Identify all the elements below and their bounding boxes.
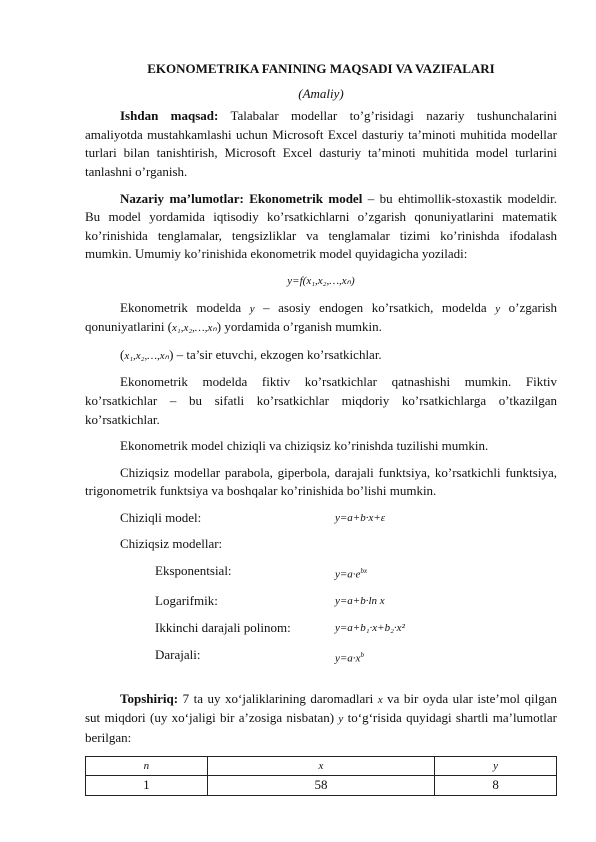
- table-header-row: [86, 756, 557, 776]
- linear-model-row: [120, 509, 557, 528]
- theory-text: – bu ehtimollik-stoxastik modeldir. Bu model yordamida iqtisodiy ko’rsatkichlarni o’zgarish qonuniyatlarini matematik ko’rinishida tenglamalar, tengsizliklar va tenglamalar tizimi ko’rinishda ifodalash mumkin. Umumiy ko’rinishida ekonometrik model quyidagicha yoziladi:: [85, 190, 557, 262]
- data-table: [85, 756, 557, 796]
- model-formula: $y=a\cdot x^b$: [335, 650, 364, 665]
- theory-label: Nazariy ma’lumotlar: Ekonometrik model: [120, 190, 363, 206]
- spacer: [85, 676, 557, 690]
- endogen-text-4: ) yordamida o’rganish mumkin.: [216, 319, 382, 335]
- cell-y: 8: [435, 776, 557, 796]
- task-text-3: to‘g‘risida quyidagi shartli ma’lumotlar berilgan:: [85, 710, 557, 745]
- task-paragraph: [85, 690, 557, 748]
- fiktiv-paragraph: Ekonometrik modelda fiktiv ko’rsatkichlar qatnashishi mumkin. Fiktiv ko’rsatkichlar – bu sifatli ko’rsatkichlar miqdoriy ko’rsatkichlarga o’tkazilgan ko’rsatkichlar.: [85, 374, 557, 427]
- model-formula: y=a+b₁·x+b₂·x²: [335, 621, 405, 634]
- model-row-power: [155, 646, 557, 668]
- general-formula: y=f(x₁,x₂,…,xₙ): [287, 274, 355, 287]
- header-x: x: [207, 756, 434, 776]
- nonlinear-models-label: Chiziqsiz modellar:: [120, 536, 223, 552]
- linear-model-formula: y=a+b·x+ε: [335, 511, 386, 524]
- header-n: n: [86, 756, 208, 776]
- task-x: x: [377, 693, 383, 706]
- goal-text: Talabalar modellar to’g’risidagi nazariy tushunchalarini amaliyotda mustahkamlashi uchun Microsoft Excel dasturiy ta’minoti muhitida modellar turlari bilan tanishtirish, Microsoft Excel dasturiy ta’minoti muhitida model turlarini tanlashni o’rganish.: [85, 108, 557, 179]
- model-label: Ikkinchi darajali polinom:: [155, 619, 291, 635]
- formula-exponent: b: [360, 650, 364, 659]
- endogen-text-1: Ekonometrik modelda: [120, 299, 250, 315]
- document-page: [85, 60, 557, 796]
- nonlinear-paragraph: Chiziqsiz modellar parabola, giperbola, darajali funktsiya, ko’rsatkichli funktsiya, trigonometrik funktsiya va boshqalar ko’rinishida bo’lishi mumkin.: [85, 464, 557, 499]
- endogen-x-vector: x₁,x₂,…,xₙ: [172, 322, 217, 335]
- formula-exponent: bx: [360, 567, 368, 576]
- exogen-x-vector: x₁,x₂,…,xₙ: [124, 349, 170, 362]
- endogen-text-3: o’zgarish qonuniyatlarini (: [85, 299, 557, 335]
- model-label: Eksponentsial:: [155, 563, 232, 579]
- linear-paragraph: Ekonometrik model chiziqli va chiziqsiz ko’rinishda tuzilishi mumkin.: [120, 438, 489, 454]
- table-row: [86, 776, 557, 796]
- task-text-2: va bir oyda ular iste’mol qilgan sut miqdori (uy xo‘jaligi bir a’zosiga nisbatan): [85, 690, 557, 726]
- task-label: Topshiriq:: [120, 690, 179, 706]
- goal-paragraph: [85, 107, 557, 181]
- model-formula: y=a+b·ln x: [335, 595, 385, 608]
- endogen-paragraph: [85, 299, 557, 338]
- model-label: Logarifmik:: [155, 593, 218, 609]
- goal-label: Ishdan maqsad:: [120, 108, 219, 124]
- document-subtitle: (Amaliy): [298, 85, 344, 101]
- model-row-logarithmic: [155, 592, 557, 611]
- endogen-y-1: y: [249, 302, 255, 315]
- nonlinear-models-row: [120, 535, 557, 554]
- linear-model-label: Chiziqli model:: [120, 509, 202, 525]
- cell-x: 58: [207, 776, 434, 796]
- document-title: EKONOMETRIKA FANINING MAQSADI VA VAZIFALARI: [147, 61, 495, 76]
- model-label: Darajali:: [155, 646, 201, 662]
- exogen-text: ) – ta’sir etuvchi, ekzogen ko’rsatkichlar.: [169, 346, 382, 362]
- theory-paragraph: [85, 190, 557, 264]
- endogen-y-2: y: [495, 302, 501, 315]
- task-y: y: [338, 713, 344, 726]
- cell-n: 1: [86, 776, 208, 796]
- model-formula: $y=a\cdot e^{bx}$: [335, 567, 368, 581]
- header-y: y: [435, 756, 557, 776]
- exogen-paragraph: (x₁,x₂,…,xₙ) – ta’sir etuvchi, ekzogen ko’rsatkichlar.: [120, 346, 382, 362]
- endogen-text-2: – asosiy endogen ko’rsatkich, modelda: [254, 299, 496, 315]
- model-row-polynomial: [155, 619, 557, 638]
- task-text-1: 7 ta uy xo‘jaliklarining daromadlari: [178, 690, 378, 706]
- model-row-exponential: [155, 562, 557, 584]
